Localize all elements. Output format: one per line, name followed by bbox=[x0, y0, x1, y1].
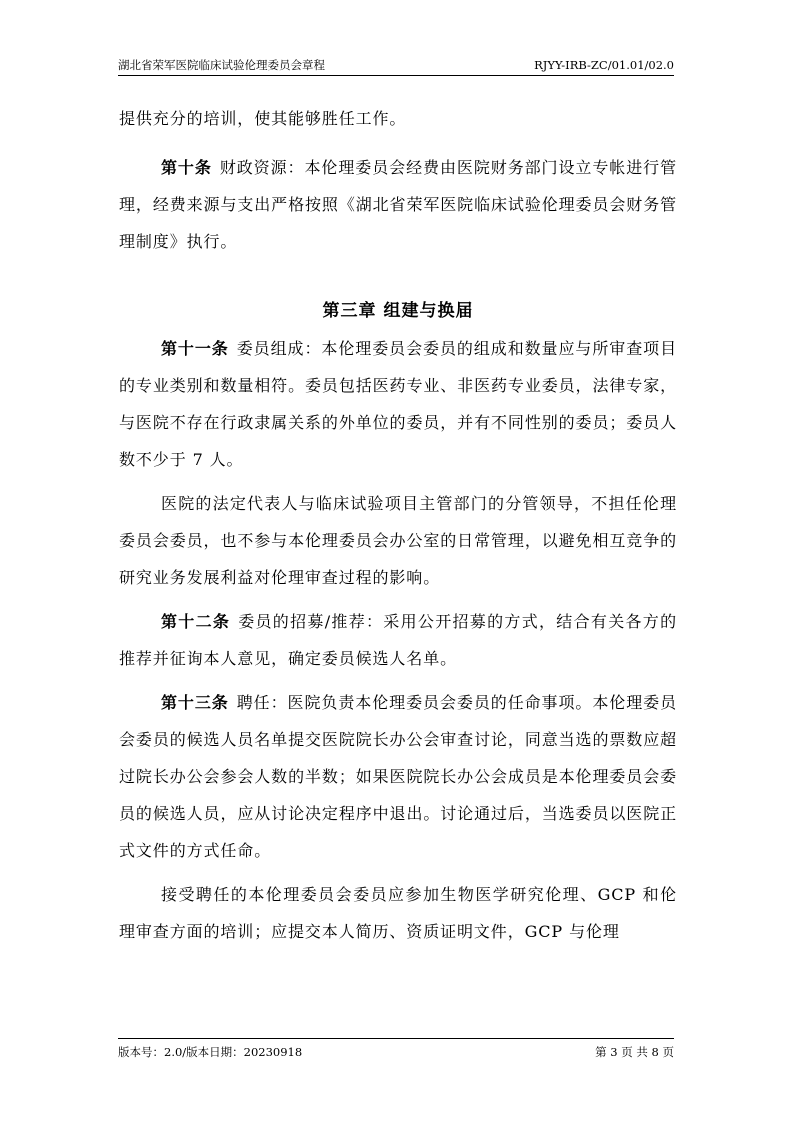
footer-version: 版本号：2.0/版本日期：20230918 bbox=[118, 1045, 303, 1059]
header-doc-code: RJYY-IRB-ZC/01.01/02.0 bbox=[534, 58, 674, 72]
article-13-paragraph-2: 接受聘任的本伦理委员会委员应参加生物医学研究伦理、GCP 和伦理审查方面的培训；应提交本人简历、资质证明文件，GCP 与伦理 bbox=[119, 885, 677, 941]
article-13 bbox=[119, 684, 677, 869]
article-13-label: 第十三条 bbox=[161, 693, 229, 712]
chapter-title: 第三章 组建与换届 bbox=[322, 301, 474, 321]
article-10-label: 第十条 bbox=[161, 158, 212, 177]
header-title: 湖北省荣军医院临床试验伦理委员会章程 bbox=[118, 58, 325, 72]
article-11-paragraph-2: 医院的法定代表人与临床试验项目主管部门的分管领导，不担任伦理委员会委员，也不参与本伦理委员会办公室的日常管理，以避免相互竞争的研究业务发展利益对伦理审查过程的影响。 bbox=[119, 494, 677, 587]
footer-page-number: 第 3 页 共 8 页 bbox=[595, 1045, 674, 1059]
article-11 bbox=[119, 330, 677, 478]
paragraph-continued: 提供充分的培训，使其能够胜任工作。 bbox=[119, 109, 407, 128]
article-10 bbox=[119, 149, 677, 260]
article-10-text: 财政资源：本伦理委员会经费由医院财务部门设立专帐进行管理，经费来源与支出严格按照《湖北省荣军医院临床试验伦理委员会财务管理制度》执行。 bbox=[119, 158, 677, 251]
article-12 bbox=[119, 603, 677, 677]
article-13-text: 聘任：医院负责本伦理委员会委员的任命事项。本伦理委员会委员的候选人员名单提交医院院长办公会审查讨论，同意当选的票数应超过院长办公会参会人数的半数；如果医院院长办公会成员是本伦理委员会委员的候选人员，应从讨论决定程序中退出。讨论通过后，当选委员以医院正式文件的方式任命。 bbox=[119, 693, 677, 860]
article-12-label: 第十二条 bbox=[161, 612, 231, 631]
article-12-text: 委员的招募/推荐：采用公开招募的方式，结合有关各方的推荐并征询本人意见，确定委员候选人名单。 bbox=[119, 612, 677, 668]
page-header bbox=[118, 55, 674, 76]
article-11-label: 第十一条 bbox=[161, 339, 229, 358]
document-body bbox=[119, 100, 677, 950]
article-11-text: 委员组成：本伦理委员会委员的组成和数量应与所审查项目的专业类别和数量相符。委员包括医药专业、非医药专业委员，法律专家，与医院不存在行政隶属关系的外单位的委员，并有不同性别的委员；委员人数不少于 7 人。 bbox=[119, 339, 677, 469]
page-footer bbox=[118, 1038, 674, 1059]
